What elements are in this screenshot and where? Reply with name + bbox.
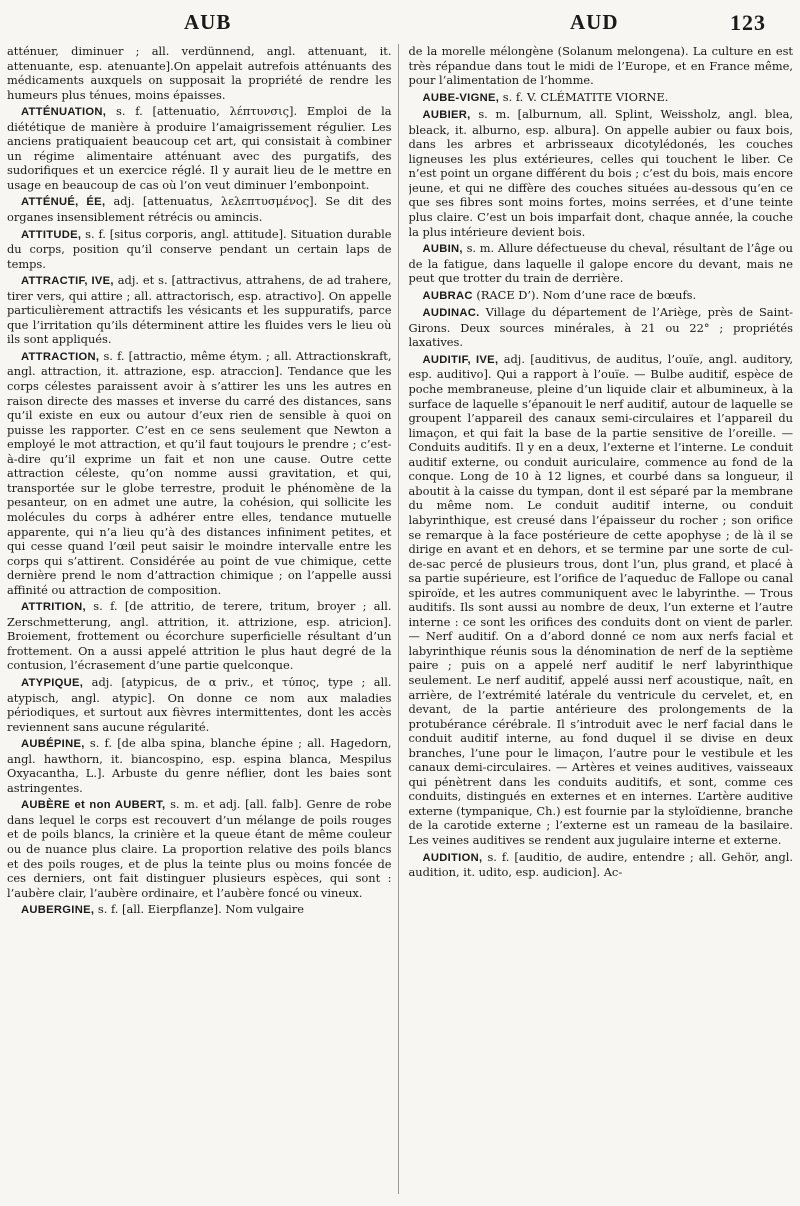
dictionary-entry bbox=[7, 736, 392, 795]
entry-headword: AUBIER, bbox=[422, 109, 471, 122]
entry-text: s. m. Allure défectueuse du cheval, résultant de l’âge ou de la fatigue, dans laquelle il galope encore du devant, mais ne peut que trotter du train de derrière. bbox=[408, 241, 793, 286]
entry-headword: AUBRAC bbox=[422, 289, 473, 302]
dictionary-entry bbox=[7, 349, 392, 597]
dictionary-entry bbox=[7, 797, 392, 900]
running-head-left: AUB bbox=[184, 10, 232, 34]
entry-headword: AUBIN, bbox=[422, 243, 463, 256]
entry-headword: AUDITIF, IVE, bbox=[422, 353, 499, 366]
entry-text: s. m. et adj. [all. falb]. Genre de robe dans lequel le corps est recouvert d’un mélange de poils rouges et de poils blancs, la crinière et la queue étant de même couleur ou de nuance plus claire. La proportion relative des poils blancs et des poils rouges, et de plus la teinte plus ou moins foncée de ces derniers, ont fait distinguer plusieurs espèces, qui sont : l’aubère clair, l’aubère ordinaire, et l’aubère foncé ou vineux. bbox=[7, 797, 392, 900]
entry-text: adj. et s. [attractivus, attrahens, de ad trahere, tirer vers, qui attire ; all. attractorisch, esp. atractivo]. On appelle particulièrement attractifs les vésicants et les suppuratifs, parce que l’irritation qu’ils déterminent attire les fluides vers le lieu où ils sont appliqués. bbox=[7, 273, 392, 347]
left-column bbox=[7, 44, 399, 1194]
dictionary-entry bbox=[409, 352, 794, 848]
entry-text: adj. [attenuatus, λελεπτυσμένος]. Se dit des organes insensiblement rétrécis ou amincis. bbox=[7, 194, 392, 225]
dictionary-entry bbox=[409, 44, 794, 88]
dictionary-entry bbox=[409, 107, 794, 239]
entry-headword: AUBÉPINE, bbox=[21, 738, 85, 751]
dictionary-entry bbox=[409, 288, 794, 304]
entry-text: s. f. [de alba spina, blanche épine ; all. Hagedorn, angl. hawthorn, it. biancospino, esp. espina blanca, Mespilus Oxyacantha, L.]. Arbuste du genre néflier, dont les baies sont astringentes. bbox=[7, 736, 392, 795]
entry-text: adj. [atypicus, de α priv., et τύπος, type ; all. atypisch, angl. atypic]. On donne ce nom aux maladies périodiques, et surtout aux fièvres intermittentes, dont les accès reviennent sans aucune régularité. bbox=[7, 674, 392, 734]
right-column bbox=[409, 44, 794, 1194]
entry-headword: ATTRACTIF, IVE, bbox=[21, 275, 114, 288]
dictionary-entry bbox=[7, 104, 392, 192]
entry-headword: ATTRACTION, bbox=[21, 350, 100, 363]
dictionary-entry bbox=[7, 675, 392, 734]
entry-headword: AUDITION, bbox=[422, 851, 483, 864]
entry-text: atténuer, diminuer ; all. verdünnend, angl. attenuant, it. attenuante, esp. atenuante].On appelait autrefois atténuants des médicaments auxquels on supposait la propriété de rendre les humeurs plus ténues, moins épaisses. bbox=[7, 44, 392, 102]
entry-text: adj. [auditivus, de auditus, l’ouïe, angl. auditory, esp. auditivo]. Qui a rapport à l’ouïe. — Bulbe auditif, espèce de poche membraneuse, pleine d’un liquide clair et albumineux, à la surface de laquelle s’épanouit le nerf auditif, autour de laquelle se groupent l’appareil des canaux semi-circulaires et l’appareil du limaçon, et qui fait la base de la partie sensitive de l’oreille. — Conduits auditifs. Il y en a deux, l’externe et l’interne. Le conduit auditif externe, ou conduit auriculaire, commence au fond de la conque. Long de 10 à 12 lignes, et courbé dans sa longueur, il aboutit à la caisse du tympan, dont il est séparé par la membrane du même nom. Le conduit auditif interne, ou conduit labyrinthique, est creusé dans l’épaisseur du rocher ; son orifice se remarque à la face postérieure de cette apophyse ; de là il se dirige en avant et en dehors, et se termine par une sorte de cul-de-sac percé de plusieurs trous, dont l’un, plus grand, et placé à sa partie supérieure, est l’orifice de l’aqueduc de Fallope ou canal spiroïde, et les autres communiquent avec le labyrinthe. — Trous auditifs. Ils sont aussi au nombre de deux, l’un externe et l’autre interne : ce sont les orifices des conduits dont on vient de parler. — Nerf auditif. On a d’abord donné ce nom aux nerfs facial et labyrinthique réunis sous la dénomination de nerf de la septième paire ; puis on a appelé nerf auditif le nerf labyrinthique seulement. Le nerf auditif, appelé aussi nerf acoustique, naît, en arrière, de l’extrémité latérale du ventricule du cervelet, et, en devant, de la partie antérieure des prolongements de la protubérance cérébrale. Il s’introduit avec le nerf facial dans le conduit auditif interne, au fond duquel il se divise en deux branches, l’une pour le limaçon, l’autre pour le vestibule et les canaux demi-circulaires. — Artères et veines auditives, vaisseaux qui pénètrent dans les conduits auditifs, et sont, comme ces conduits, distingués en externes et en internes. L’artère auditive externe (tympanique, Ch.) est fournie par la styloïdienne, branche de la carotide externe ; l’externe est un rameau de la basilaire. Les veines auditives se rendent aux jugulaire interne et externe. bbox=[408, 351, 793, 847]
entry-text: Village du département de l’Ariège, près de Saint-Girons. Deux sources minérales, à 21 ou 22° ; propriétés laxatives. bbox=[408, 305, 793, 350]
entry-text: (RACE D’). Nom d’une race de bœufs. bbox=[476, 287, 697, 302]
entry-text: s. m. [alburnum, all. Splint, Weissholz, angl. blea, bleack, it. alburno, esp. albura]. On appelle aubier ou faux bois, dans les arbres et arbrisseaux dicotylédonés, les couches ligneuses les plus extérieures, celles qui touchent le liber. Ce n’est point un organe différent du bois ; c’est du bois, mais encore jeune, et qui ne diffère des couches situées au-dessous qu’en ce que ses fibres sont moins fortes, moins serrées, et d’une teinte plus claire. C’est un bois imparfait dont, chaque année, la couche la plus intérieure devient bois. bbox=[408, 107, 793, 239]
entry-text: s. f. V. CLÉMATITE VIORNE. bbox=[502, 89, 669, 104]
running-header bbox=[0, 6, 800, 40]
entry-text: s. f. [situs corporis, angl. attitude]. Situation durable du corps, position qu’il conserve pendant un certain laps de temps. bbox=[7, 226, 392, 271]
page-number: 123 bbox=[730, 10, 766, 35]
entry-headword: AUBERGINE, bbox=[21, 904, 95, 917]
dictionary-entry bbox=[7, 273, 392, 347]
dictionary-entry bbox=[7, 227, 392, 272]
entry-headword: ATTÉNUATION, bbox=[21, 106, 107, 119]
dictionary-entry bbox=[409, 90, 794, 106]
entry-text: s. f. [auditio, de audire, entendre ; all. Gehör, angl. audition, it. udito, esp. audicion]. Ac- bbox=[408, 849, 793, 880]
entry-headword: AUDINAC. bbox=[422, 307, 480, 320]
dictionary-entry bbox=[7, 44, 392, 102]
dictionary-entry bbox=[409, 850, 794, 880]
dictionary-entry bbox=[7, 902, 392, 918]
dictionary-entry bbox=[7, 194, 392, 224]
dictionary-entry bbox=[7, 599, 392, 673]
entry-headword: ATTITUDE, bbox=[21, 228, 82, 241]
entry-text: s. f. [attractio, même étym. ; all. Attractionskraft, angl. attraction, it. attrazione, esp. atraccion]. Tendance que les corps célestes paraissent avoir à s’attirer les uns les autres en raison directe des masses et inverse du carré des distances, sans qu’il existe en eux ou autour d’eux rien de sensible à quoi on puisse les rapporter. C’est en ce sens seulement que Newton a employé le mot attraction, et qu’il faut toujours le prendre ; c’est-à-dire qu’il exprime un fait et non une cause. Outre cette attraction céleste, qu’on nomme aussi gravitation, et qui, transportée sur le globe terrestre, produit le phénomène de la pesanteur, on en admet une autre, la cohésion, qui sollicite les molécules du corps à adhérer entre elles, tendance mutuelle apparente, qui n’a lieu qu’à des distances infiniment petites, et qui cesse quand l’œil peut saisir le moindre intervalle entre les corps qui s’attirent. Considérée au point de vue chimique, cette dernière prend le nom d’attraction chimique ; on l’appelle aussi affinité ou attraction de composition. bbox=[7, 348, 392, 597]
entry-text: de la morelle mélongène (Solanum melongena). La culture en est très répandue dans tout le midi de l’Europe, et en France même, pour l’alimentation de l’homme. bbox=[408, 44, 793, 88]
dictionary-columns bbox=[7, 44, 793, 1194]
entry-text: s. f. [attenuatio, λέπτυνσις]. Emploi de la diététique de manière à produire l’amaigrissement régulier. Les anciens pratiquaient beaucoup cet art, qui consistait à combiner un régime alimentaire atténuant avec des purgatifs, des sudorifiques et un exercice réglé. Il y aurait lieu de le mettre en usage en beaucoup de cas où l’on veut diminuer l’embonpoint. bbox=[7, 104, 392, 192]
entry-headword: ATTÉNUÉ, ÉE, bbox=[21, 196, 106, 209]
entry-headword: AUBE-VIGNE, bbox=[422, 91, 500, 104]
entry-text: s. f. [all. Eierpflanze]. Nom vulgaire bbox=[97, 902, 304, 917]
entry-text: s. f. [de attritio, de terere, tritum, broyer ; all. Zerschmetterung, angl. attrition, it. attrizione, esp. atricion]. Broiement, frottement ou écorchure superficielle résultant d’un frottement. On a aussi appelé attrition le plus haut degré de la contusion, l’écrasement d’une partie quelconque. bbox=[7, 599, 392, 673]
entry-headword: AUBÈRE et non AUBERT, bbox=[21, 799, 166, 812]
entry-headword: ATYPIQUE, bbox=[21, 676, 84, 689]
entry-headword: ATTRITION, bbox=[21, 601, 86, 614]
dictionary-entry bbox=[409, 305, 794, 350]
dictionary-entry bbox=[409, 241, 794, 286]
running-head-right: AUD bbox=[570, 10, 619, 34]
